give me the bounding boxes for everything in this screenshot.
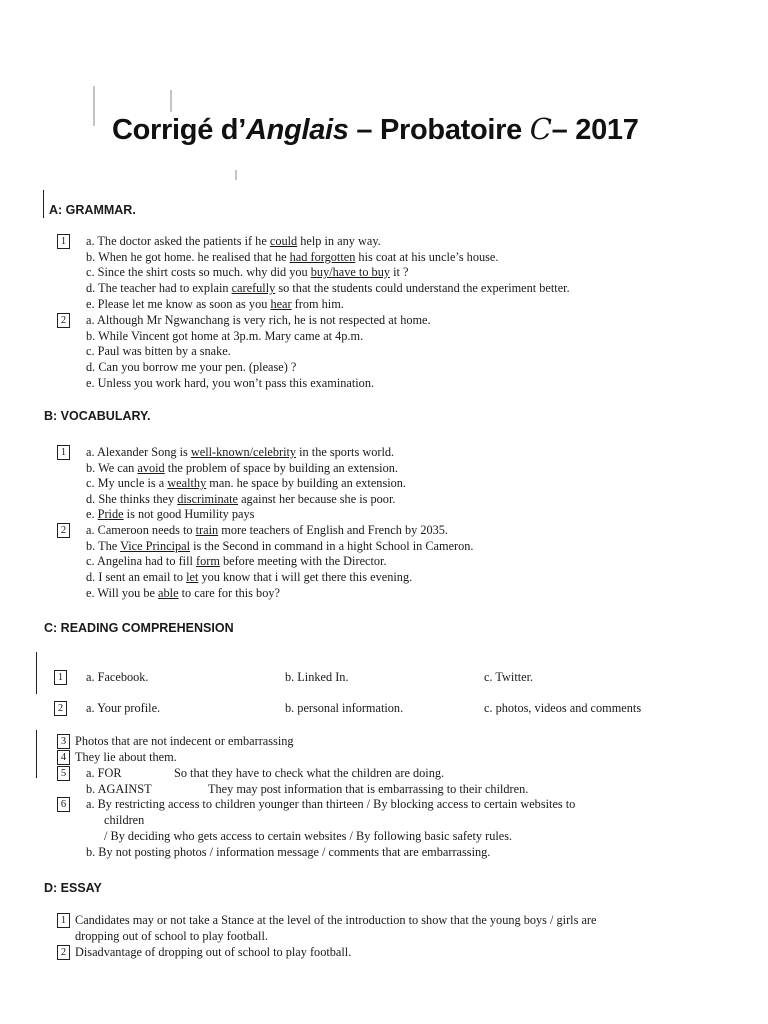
margin-bar <box>43 190 44 218</box>
answer-item: b. Linked In. <box>285 670 349 684</box>
answer-line: d. The teacher had to explain carefully so that the students could understand the experiment better. <box>86 281 570 295</box>
answer-line: e. Unless you work hard, you won’t pass this examination. <box>86 376 375 390</box>
answer-line: b. We can avoid the problem of space by building an extension. <box>86 461 398 475</box>
answer-line: e. Pride is not good Humility pays <box>86 507 255 521</box>
question-number-box: 4 <box>57 750 70 765</box>
answer-line: They lie about them. <box>75 750 177 764</box>
answer-line: a. Although Mr Ngwanchang is very rich, he is not respected at home. <box>86 313 431 327</box>
answer-line: c. My uncle is a wealthy man. he space by building an extension. <box>86 476 407 490</box>
question-number-box: 6 <box>57 797 70 812</box>
answer-line: b. The Vice Principal is the Second in command in a hight School in Cameron. <box>86 539 474 553</box>
answer-word: b. AGAINST <box>86 782 152 796</box>
answer-line: b. While Vincent got home at 3p.m. Mary came at 4p.m. <box>86 329 364 343</box>
answer-line: b. When he got home. he realised that he had forgotten his coat at his uncle’s house. <box>86 250 499 264</box>
question-number-box: 1 <box>57 445 70 460</box>
question-number-box: 5 <box>57 766 70 781</box>
answer-line: b. By not posting photos / information message / comments that are embarrassing. <box>86 845 491 859</box>
answer-item: c. Twitter. <box>484 670 534 684</box>
answer-line: a. Cameroon needs to train more teachers of English and French by 2035. <box>86 523 449 537</box>
section-d-heading: D: ESSAY <box>44 881 102 895</box>
answer-line: a. Alexander Song is well-known/celebrity in the sports world. <box>86 445 395 459</box>
answer-line: c. Paul was bitten by a snake. <box>86 344 231 358</box>
answer-line: e. Will you be able to care for this boy? <box>86 586 280 600</box>
margin-bar <box>36 652 37 694</box>
question-number-box: 2 <box>57 313 70 328</box>
question-number-box: 3 <box>57 734 70 749</box>
section-a-heading: A: GRAMMAR. <box>49 203 136 217</box>
answer-line: Disadvantage of dropping out of school to play football. <box>75 945 352 959</box>
question-number-box: 1 <box>57 913 70 928</box>
question-number-box: 1 <box>57 234 70 249</box>
answer-line: d. Can you borrow me your pen. (please) ? <box>86 360 297 374</box>
section-b-heading: B: VOCABULARY. <box>44 409 151 423</box>
answer-line: d. I sent an email to let you know that i will get there this evening. <box>86 570 413 584</box>
section-c-heading: C: READING COMPREHENSION <box>44 621 234 635</box>
scan-speck <box>170 90 172 112</box>
answer-item: b. personal information. <box>285 701 404 715</box>
answer-line: Photos that are not indecent or embarrassing <box>75 734 294 748</box>
answer-word: a. FOR <box>86 766 122 780</box>
answer-line: So that they have to check what the children are doing. <box>174 766 445 780</box>
margin-bar <box>36 730 37 778</box>
question-number-box: 1 <box>54 670 67 685</box>
scan-speck <box>93 86 95 126</box>
answer-line: a. The doctor asked the patients if he could help in any way. <box>86 234 381 248</box>
answer-line: c. Angelina had to fill form before meeting with the Director. <box>86 554 387 568</box>
answer-line: They may post information that is embarrassing to their children. <box>208 782 529 796</box>
answer-line: a. By restricting access to children younger than thirteen / By blocking access to certain websites to <box>86 797 576 811</box>
answer-item: c. photos, videos and comments <box>484 701 642 715</box>
answer-line: c. Since the shirt costs so much. why did you buy/have to buy it ? <box>86 265 409 279</box>
question-number-box: 2 <box>54 701 67 716</box>
answer-item: a. Facebook. <box>86 670 149 684</box>
scan-speck <box>235 170 237 180</box>
answer-line: children <box>104 813 145 827</box>
answer-line: e. Please let me know as soon as you hear from him. <box>86 297 344 311</box>
answer-line: / By deciding who gets access to certain websites / By following basic safety rules. <box>104 829 513 843</box>
question-number-box: 2 <box>57 945 70 960</box>
answer-line: Candidates may or not take a Stance at the level of the introduction to show that the young boys / girls are <box>75 913 597 927</box>
page-title: Corrigé d’Anglais – Probatoire C– 2017 <box>112 112 639 146</box>
question-number-box: 2 <box>57 523 70 538</box>
answer-line: dropping out of school to play football. <box>75 929 268 943</box>
answer-item: a. Your profile. <box>86 701 161 715</box>
answer-line: d. She thinks they discriminate against her because she is poor. <box>86 492 396 506</box>
